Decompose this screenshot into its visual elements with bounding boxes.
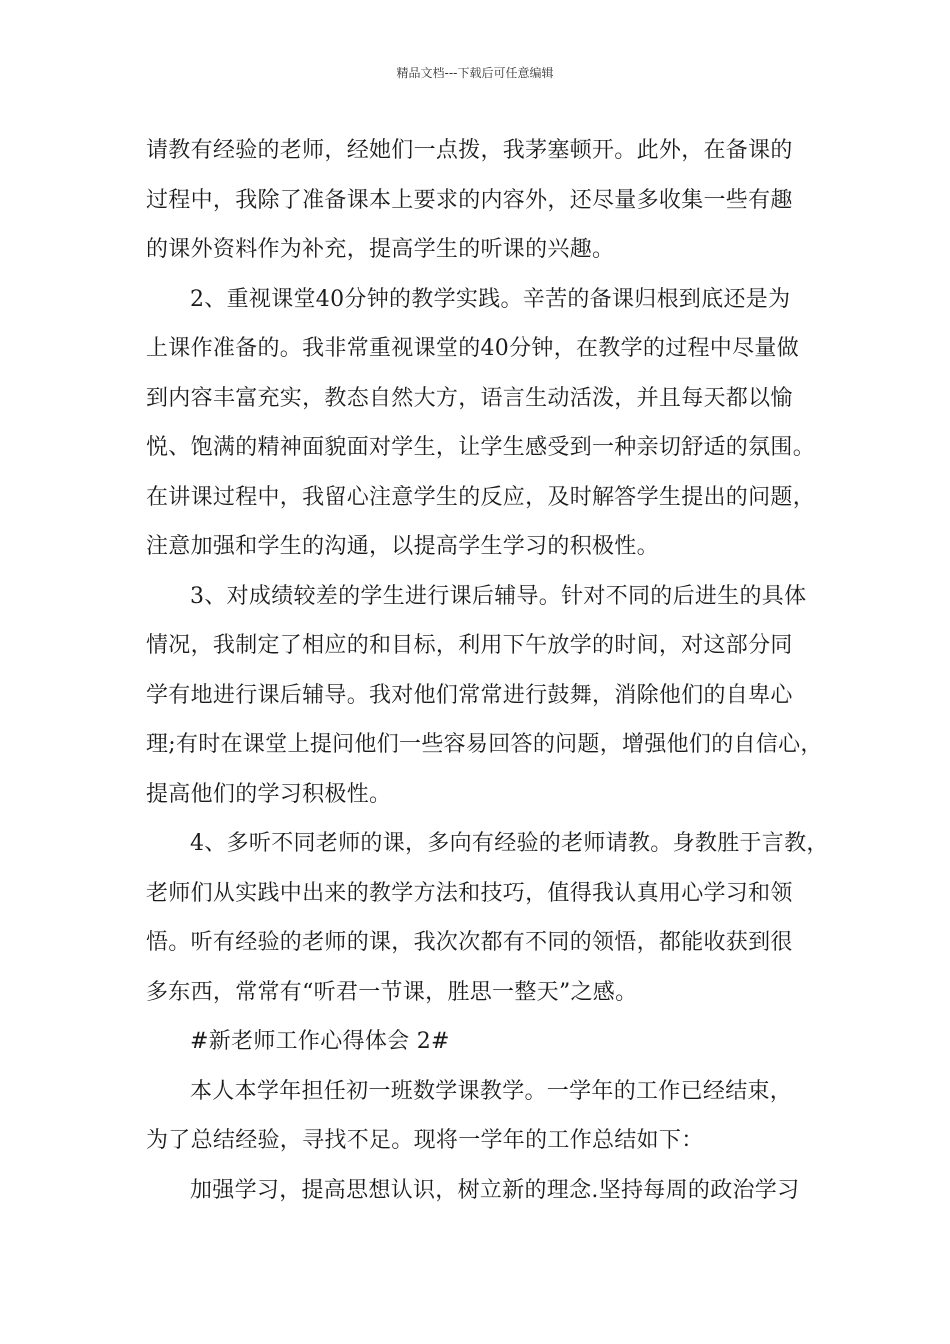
text-line: 老师们从实践中出来的教学方法和技巧，值得我认真用心学习和领 — [146, 880, 793, 906]
page-header: 精品文档---下载后可任意编辑 — [396, 66, 554, 80]
paragraph-start-line: 本人本学年担任初一班数学课教学。一学年的工作已经结束， — [190, 1078, 793, 1104]
text-line: 的课外资料作为补充，提高学生的听课的兴趣。 — [146, 237, 615, 262]
text-line: 提高他们的学习积极性。 — [146, 781, 392, 807]
text-line: 在讲课过程中，我留心注意学生的反应，及时解答学生提出的问题， — [146, 484, 816, 510]
text-line: 过程中，我除了准备课本上要求的内容外，还尽量多收集一些有趣 — [146, 187, 793, 213]
text-line: 理;有时在课堂上提问他们一些容易回答的问题，增强他们的自信心， — [146, 732, 823, 757]
text-line: 注意加强和学生的沟通，以提高学生学习的积极性。 — [146, 534, 659, 559]
section-heading: #新老师工作心得体会 2# — [190, 1029, 450, 1054]
paragraph-start-line: 3、对成绩较差的学生进行课后辅导。针对不同的后进生的具体 — [190, 583, 807, 609]
document-body — [146, 126, 829, 1215]
text-line: 学有地进行课后辅导。我对他们常常进行鼓舞，消除他们的自卑心 — [146, 682, 793, 708]
paragraph-start-line: 4、多听不同老师的课，多向有经验的老师请教。身教胜于言教， — [190, 831, 829, 856]
text-line: 多东西，常常有“听君一节课，胜思一整天”之感。 — [146, 979, 638, 1005]
text-line: 到内容丰富充实，教态自然大方，语言生动活泼，并且每天都以愉 — [146, 385, 793, 411]
text-line: 悟。听有经验的老师的课，我次次都有不同的领悟，都能收获到很 — [146, 930, 793, 955]
text-line: 悦、饱满的精神面貌面对学生，让学生感受到一种亲切舒适的氛围。 — [146, 435, 816, 460]
text-line: 情况，我制定了相应的和目标，利用下午放学的时间，对这部分同 — [146, 633, 793, 658]
text-line: 上课作准备的。我非常重视课堂的40分钟，在教学的过程中尽量做 — [146, 336, 799, 361]
text-line: 请教有经验的老师，经她们一点拨，我茅塞顿开。此外，在备课的 — [146, 138, 793, 163]
paragraph-start-line: 加强学习，提高思想认识，树立新的理念.坚持每周的政治学习 — [190, 1177, 800, 1203]
paragraph-start-line: 2、重视课堂40分钟的教学实践。辛苦的备课归根到底还是为 — [190, 286, 791, 312]
text-line: 为了总结经验，寻找不足。现将一学年的工作总结如下： — [146, 1128, 704, 1153]
